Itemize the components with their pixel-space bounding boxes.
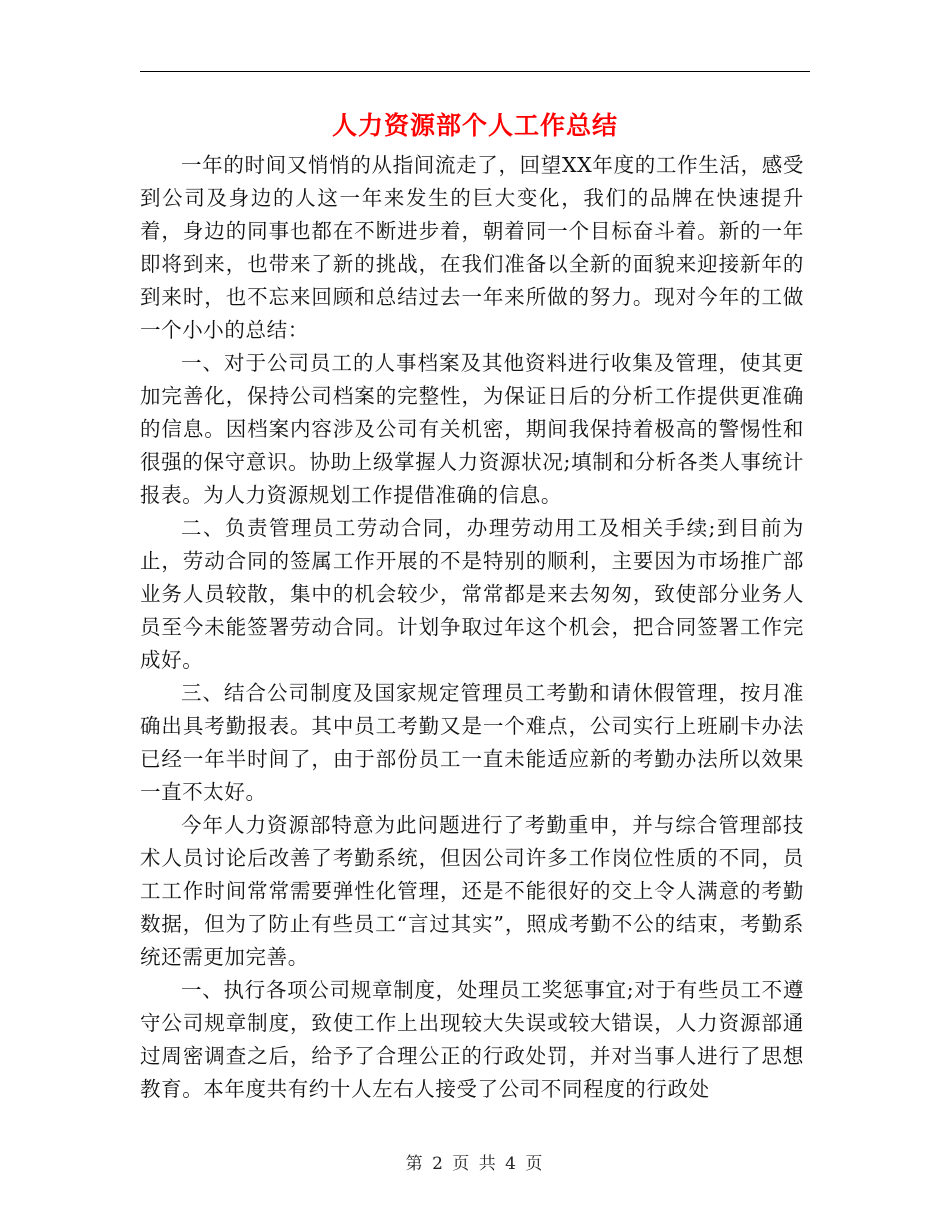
paragraph-attendance-system: 今年人力资源部特意为此问题进行了考勤重申，并与综合管理部技术人员讨论后改善了考勤系统，但因公司许多工作岗位性质的不同，员工工作时间常常需要弹性化管理，还是不能很好的交上令人满意的考勤数据，但为了防止有些员工“言过其实”，照成考勤不公的结束，考勤系统还需更加完善。: [140, 813, 804, 969]
paragraph-intro: 一年的时间又悄悄的从指间流走了，回望XX年度的工作生活，感受到公司及身边的人这一年来发生的巨大变化，我们的品牌在快速提升着，身边的同事也都在不断进步着，朝着同一个目标奋斗着。新的一年即将到来，也带来了新的挑战，在我们准备以全新的面貌来迎接新年的到来时，也不忘来回顾和总结过去一年来所做的努力。现对今年的工做一个小小的总结：: [140, 153, 804, 342]
header-rule: [140, 71, 810, 72]
page-number-footer: 第 2 页 共 4 页: [405, 1154, 545, 1174]
paragraph-contracts: 二、负责管理员工劳动合同，办理劳动用工及相关手续;到目前为止，劳动合同的签属工作开展的不是特别的顺利，主要因为市场推广部业务人员较散，集中的机会较少，常常都是来去匆匆，致使部分业务人员至今未能签署劳动合同。计划争取过年这个机会，把合同签署工作完成好。: [140, 516, 804, 672]
document-body: [140, 149, 804, 1106]
document-title: 人力资源部个人工作总结: [331, 111, 618, 140]
paragraph-archives: 一、对于公司员工的人事档案及其他资料进行收集及管理，使其更加完善化，保持公司档案的完整性，为保证日后的分析工作提供更准确的信息。因档案内容涉及公司有关机密，期间我保持着极高的警惕性和很强的保守意识。协助上级掌握人力资源状况;填制和分析各类人事统计报表。为人力资源规划工作提借准确的信息。: [140, 351, 804, 507]
paragraph-attendance: 三、结合公司制度及国家规定管理员工考勤和请休假管理，按月准确出具考勤报表。其中员工考勤又是一个难点，公司实行上班刷卡办法已经一年半时间了，由于部份员工一直未能适应新的考勤办法所以效果一直不太好。: [140, 681, 804, 804]
paragraph-rules: 一、执行各项公司规章制度，处理员工奖惩事宜;对于有些员工不遵守公司规章制度，致使工作上出现较大失误或较大错误，人力资源部通过周密调查之后，给予了合理公正的行政处罚，并对当事人进行了思想教育。本年度共有约十人左右人接受了公司不同程度的行政处: [140, 978, 804, 1101]
